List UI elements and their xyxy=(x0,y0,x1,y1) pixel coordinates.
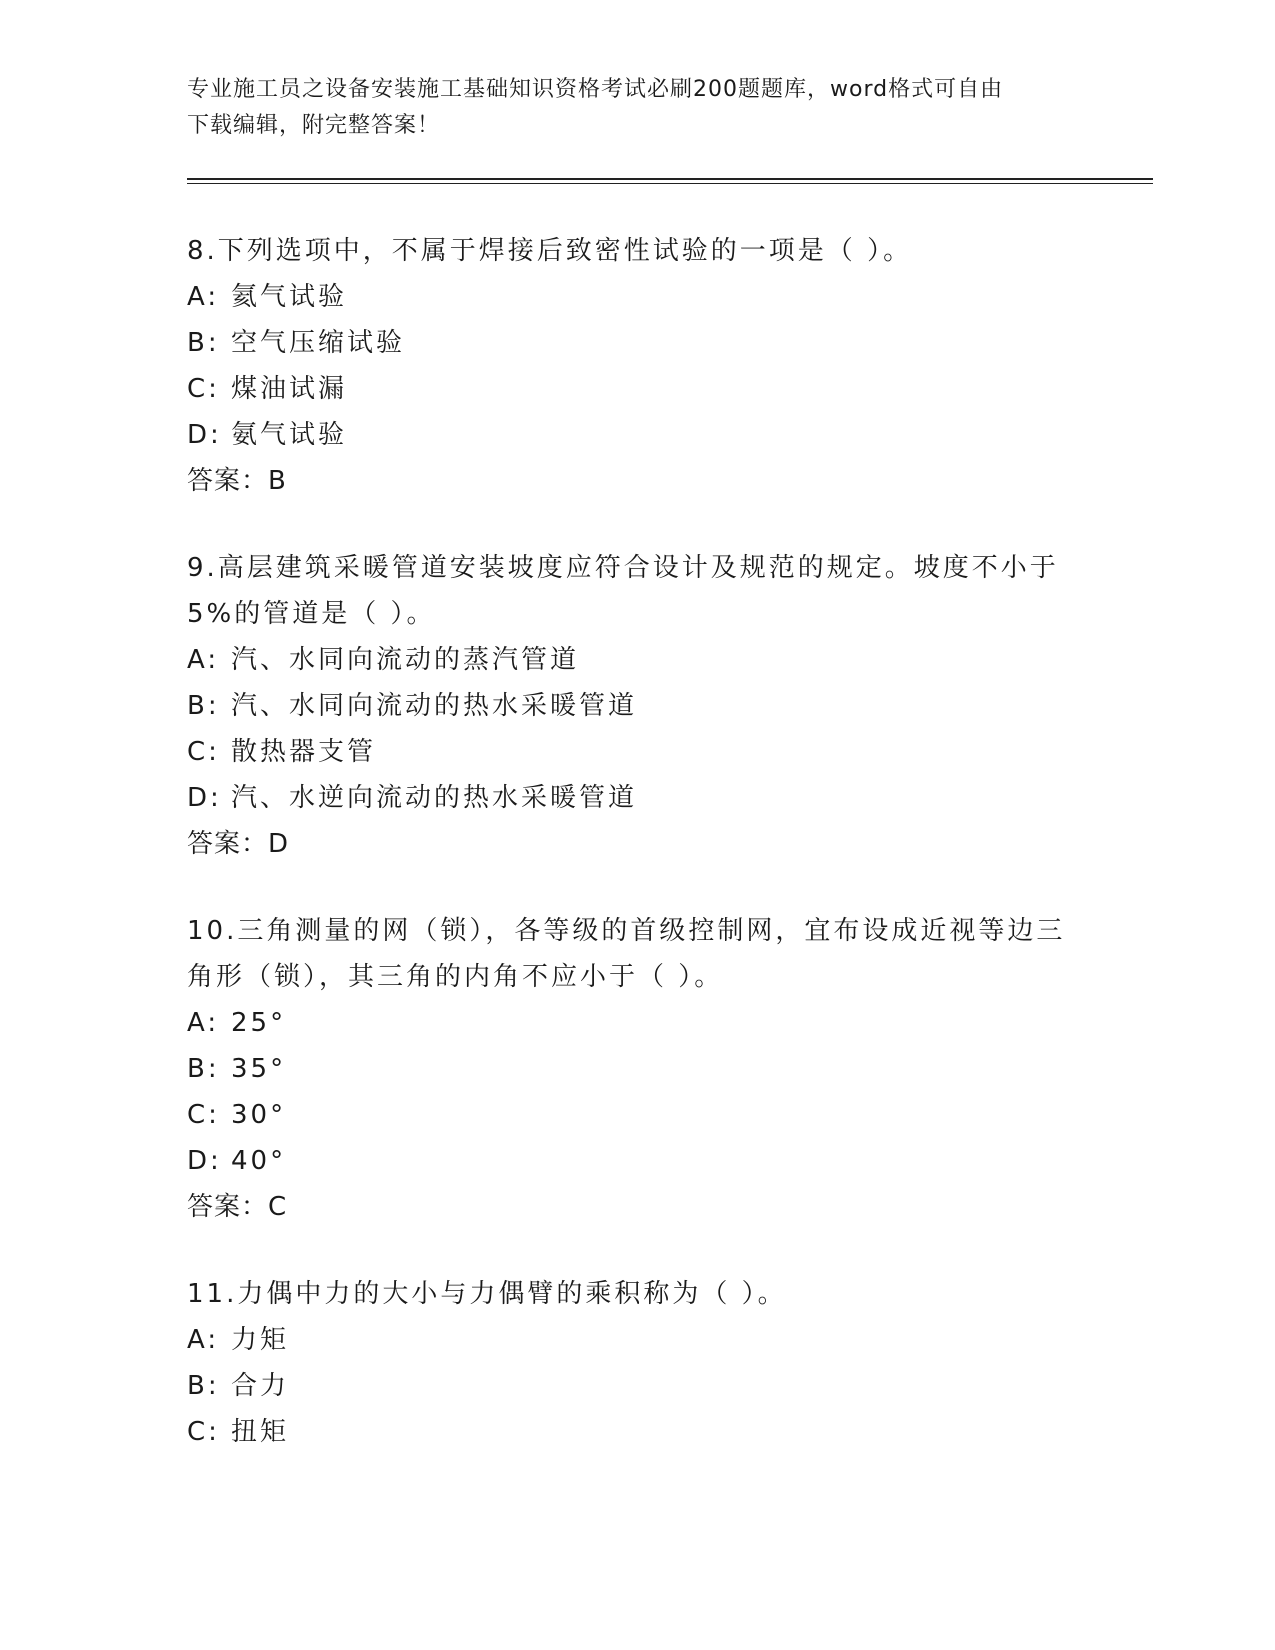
question-8 xyxy=(187,228,1087,504)
option-text: 30° xyxy=(231,1100,287,1130)
option-c xyxy=(187,729,1087,775)
question-stem: 9.高层建筑采暖管道安装坡度应符合设计及规范的规定。坡度不小于 xyxy=(187,553,1059,583)
option-text: 散热器支管 xyxy=(231,737,377,767)
document-header xyxy=(187,72,1087,144)
option-text: 汽、水同向流动的蒸汽管道 xyxy=(231,645,580,675)
option-key: D: xyxy=(187,420,222,450)
option-key: C: xyxy=(187,737,220,767)
header-divider xyxy=(187,178,1153,184)
option-key: C: xyxy=(187,1100,220,1130)
option-text: 力矩 xyxy=(231,1325,290,1355)
option-text: 氨气试验 xyxy=(231,420,348,450)
option-key: D: xyxy=(187,1146,222,1176)
option-c xyxy=(187,366,1087,412)
question-stem-continued: 角形（锁），其三角的内角不应小于（ ）。 xyxy=(187,962,724,992)
answer: 答案：B xyxy=(187,466,287,496)
question-stem: 11.力偶中力的大小与力偶臂的乘积称为（ ）。 xyxy=(187,1279,787,1309)
question-list xyxy=(187,228,1087,1496)
option-key: B: xyxy=(187,1371,220,1401)
option-d xyxy=(187,412,1087,458)
option-d xyxy=(187,1138,1087,1184)
option-text: 35° xyxy=(231,1054,287,1084)
option-key: B: xyxy=(187,328,220,358)
question-stem: 8.下列选项中，不属于焊接后致密性试验的一项是（ ）。 xyxy=(187,236,913,266)
option-c xyxy=(187,1409,1087,1455)
option-key: A: xyxy=(187,282,220,312)
question-9 xyxy=(187,545,1087,867)
option-text: 25° xyxy=(231,1008,287,1038)
header-line-2: 下载编辑，附完整答案！ xyxy=(187,113,441,138)
option-text: 合力 xyxy=(231,1371,290,1401)
question-stem-continued: 5%的管道是（ ）。 xyxy=(187,599,436,629)
option-text: 氦气试验 xyxy=(231,282,348,312)
option-a xyxy=(187,1000,1087,1046)
option-a xyxy=(187,637,1087,683)
question-stem: 10.三角测量的网（锁），各等级的首级控制网，宜布设成近视等边三 xyxy=(187,916,1066,946)
option-a xyxy=(187,274,1087,320)
question-10 xyxy=(187,908,1087,1230)
option-text: 40° xyxy=(231,1146,287,1176)
option-text: 空气压缩试验 xyxy=(231,328,406,358)
option-key: B: xyxy=(187,1054,220,1084)
option-b xyxy=(187,320,1087,366)
option-text: 煤油试漏 xyxy=(231,374,348,404)
option-b xyxy=(187,1046,1087,1092)
option-key: A: xyxy=(187,645,220,675)
option-text: 汽、水同向流动的热水采暖管道 xyxy=(231,691,638,721)
option-key: A: xyxy=(187,1325,220,1355)
option-key: B: xyxy=(187,691,220,721)
option-key: C: xyxy=(187,1417,220,1447)
option-key: A: xyxy=(187,1008,220,1038)
question-11 xyxy=(187,1271,1087,1455)
option-d xyxy=(187,775,1087,821)
header-line-1: 专业施工员之设备安装施工基础知识资格考试必刷200题题库，word格式可自由 xyxy=(187,77,1004,102)
option-text: 汽、水逆向流动的热水采暖管道 xyxy=(231,783,638,813)
option-b xyxy=(187,1363,1087,1409)
option-key: C: xyxy=(187,374,220,404)
option-c xyxy=(187,1092,1087,1138)
option-key: D: xyxy=(187,783,222,813)
answer: 答案：D xyxy=(187,829,290,859)
option-text: 扭矩 xyxy=(231,1417,290,1447)
option-b xyxy=(187,683,1087,729)
option-a xyxy=(187,1317,1087,1363)
answer: 答案：C xyxy=(187,1192,288,1222)
